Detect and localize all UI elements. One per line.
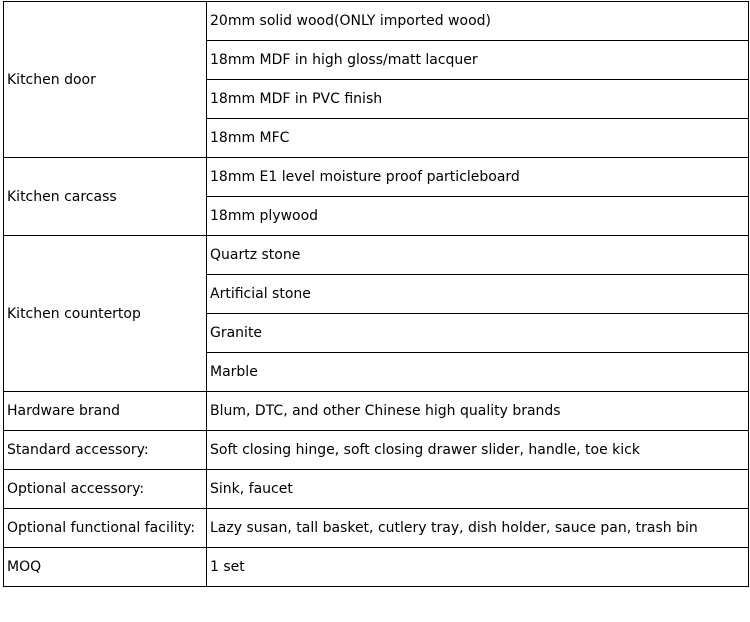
row-label-moq: MOQ: [4, 548, 207, 587]
table-cell: Quartz stone: [207, 236, 749, 275]
row-label-standard-accessory: Standard accessory:: [4, 431, 207, 470]
row-label-kitchen-countertop: Kitchen countertop: [4, 236, 207, 392]
table-cell: 18mm plywood: [207, 197, 749, 236]
table-cell: 18mm MDF in PVC finish: [207, 80, 749, 119]
table-row: [4, 431, 749, 470]
table-cell: 18mm E1 level moisture proof particleboard: [207, 158, 749, 197]
row-label-optional-accessory: Optional accessory:: [4, 470, 207, 509]
table-cell: Artificial stone: [207, 275, 749, 314]
table-cell: Lazy susan, tall basket, cutlery tray, dish holder, sauce pan, trash bin: [207, 509, 749, 548]
kitchen-spec-table: [3, 1, 749, 587]
table-cell: Blum, DTC, and other Chinese high quality brands: [207, 392, 749, 431]
table-cell: 18mm MFC: [207, 119, 749, 158]
table-cell: Sink, faucet: [207, 470, 749, 509]
table-cell: Soft closing hinge, soft closing drawer slider, handle, toe kick: [207, 431, 749, 470]
table-row: [4, 158, 749, 197]
table-cell: Marble: [207, 353, 749, 392]
row-label-hardware-brand: Hardware brand: [4, 392, 207, 431]
table-row: [4, 236, 749, 275]
row-label-kitchen-door: Kitchen door: [4, 2, 207, 158]
table-row: [4, 2, 749, 41]
table-row: [4, 509, 749, 548]
table-cell: 20mm solid wood(ONLY imported wood): [207, 2, 749, 41]
row-label-kitchen-carcass: Kitchen carcass: [4, 158, 207, 236]
table-row: [4, 548, 749, 587]
table-row: [4, 470, 749, 509]
table-cell: Granite: [207, 314, 749, 353]
row-label-optional-functional-facility: Optional functional facility:: [4, 509, 207, 548]
table-row: [4, 392, 749, 431]
table-cell: 1 set: [207, 548, 749, 587]
table-cell: 18mm MDF in high gloss/matt lacquer: [207, 41, 749, 80]
